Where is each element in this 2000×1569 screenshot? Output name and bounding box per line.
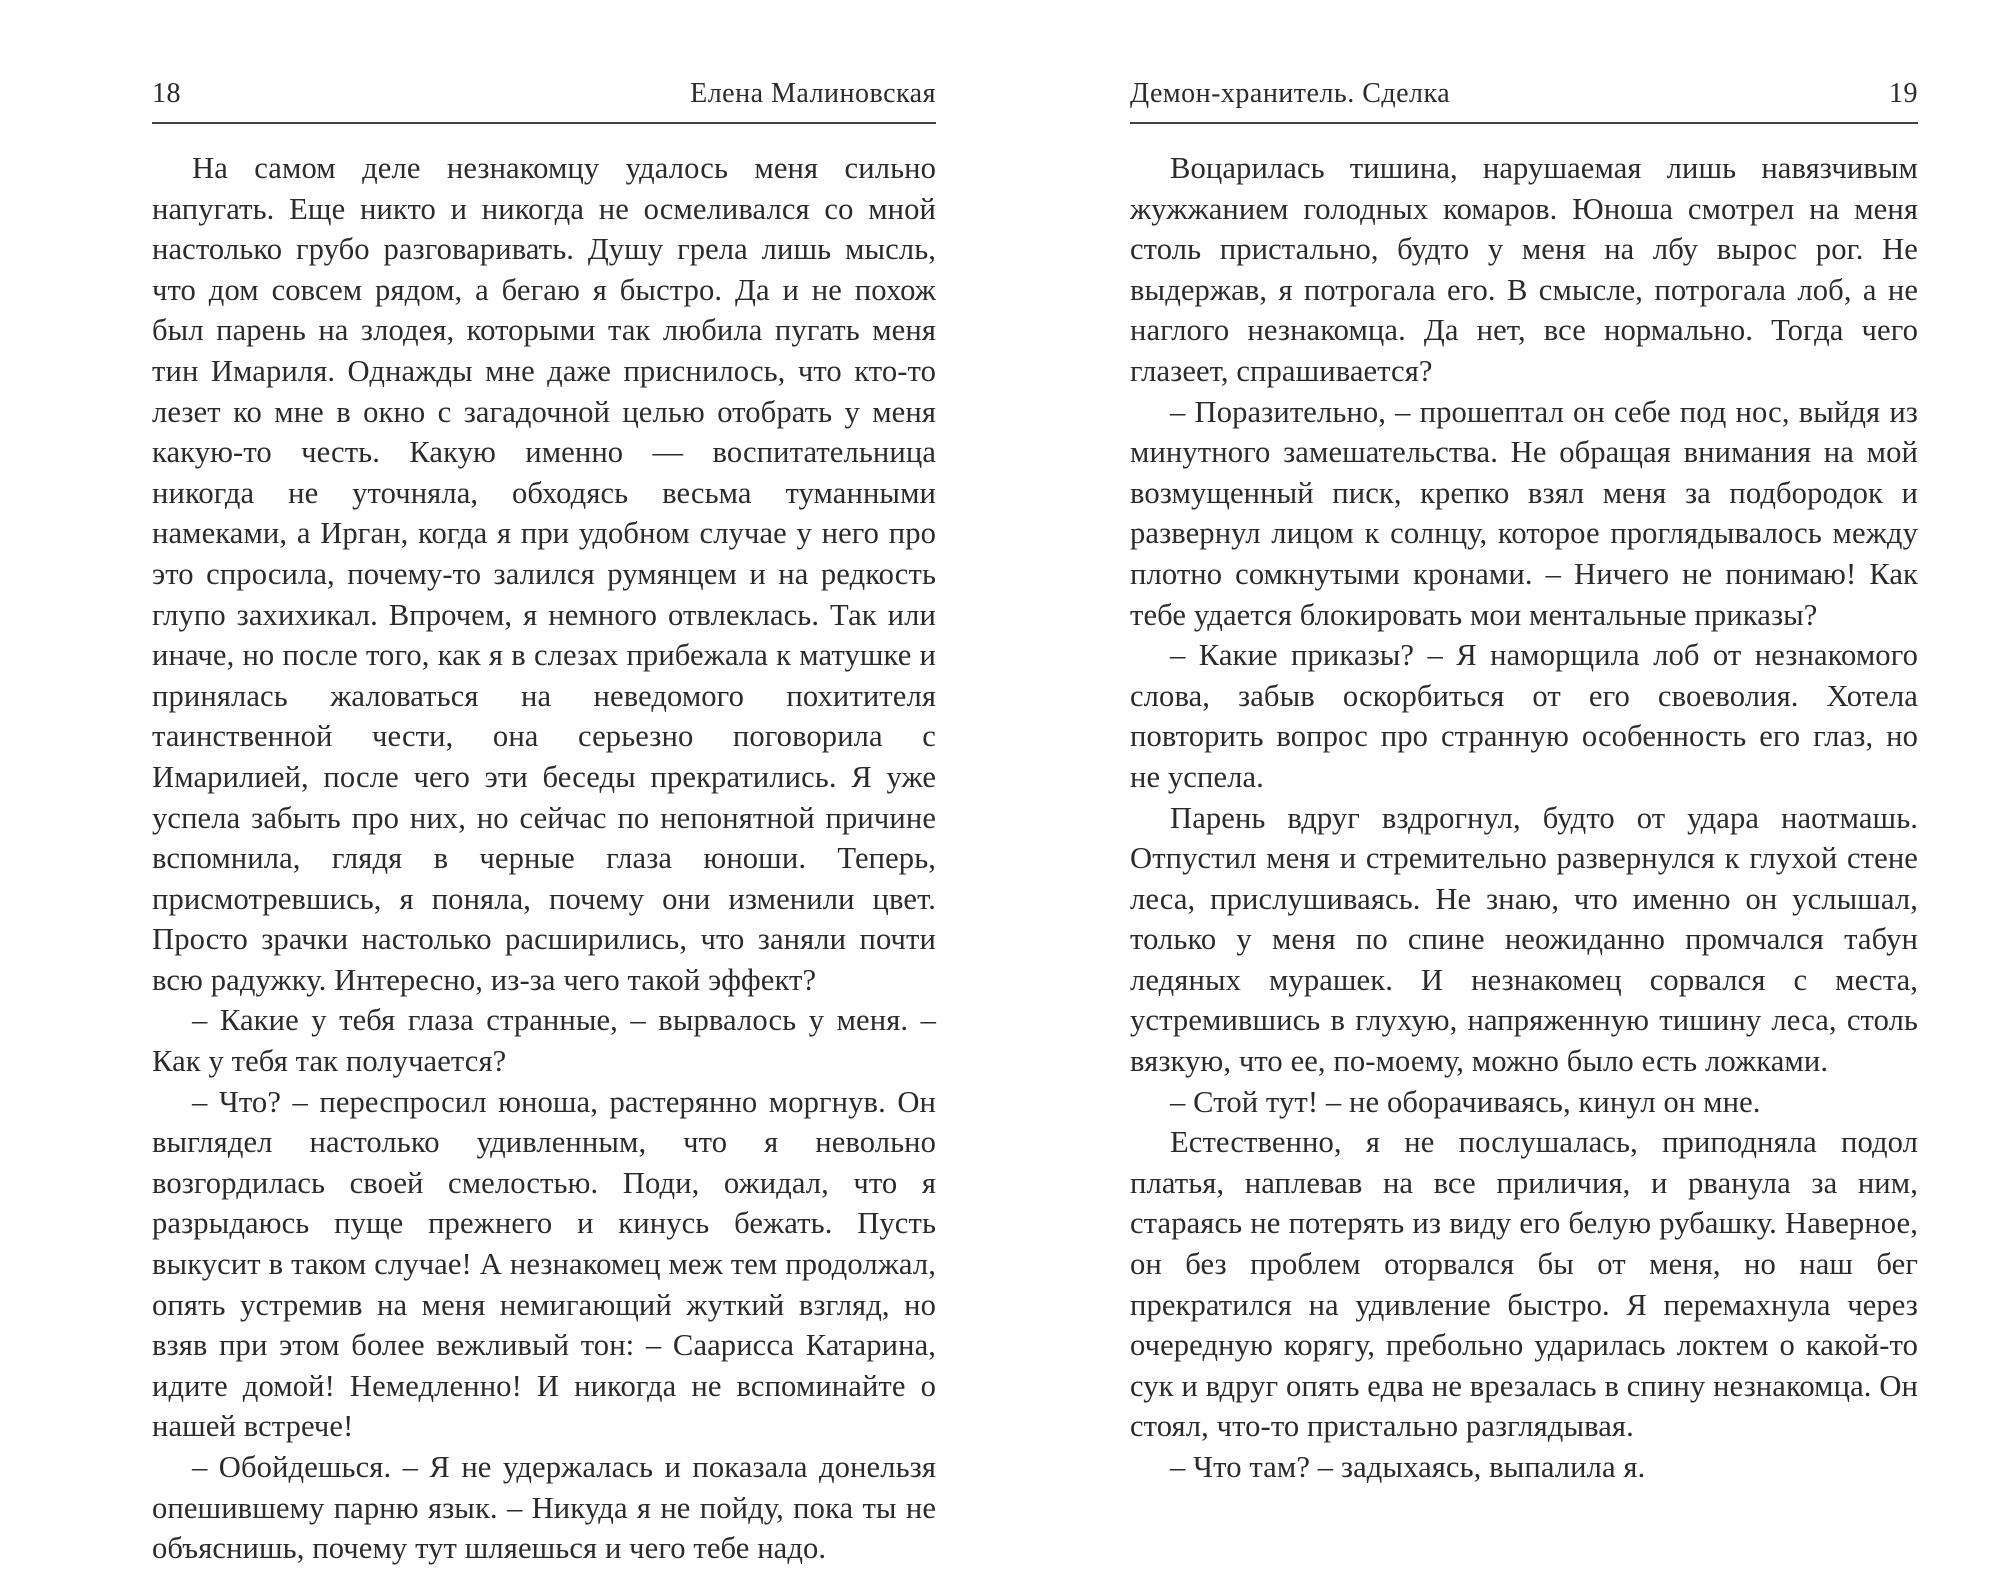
paragraph: – Стой тут! – не оборачиваясь, кинул он мне. [1170,1084,1761,1119]
left-page-number: 18 [152,78,181,109]
left-running-header: Елена Малиновская [690,78,936,109]
right-page-body [1130,148,1918,1488]
paragraph: Естественно, я не послушалась, приподняла подол платья, наплевав на все приличия, и рванула за ним, стараясь не потерять из виду его белую рубашку. Наверное, он без проблем оторвался бы от меня, но наш бег прекратился на удивление быстро. Я перемахнула через очередную корягу, пребольно ударилась локтем о какой-то сук и вдруг опять едва не врезалась в спину незнакомца. Он стоял, что-то пристально разглядывая. [1130,1125,1918,1444]
paragraph: – Что? – переспросил юноша, растерянно моргнув. Он выглядел настолько удивленным, что я невольно возгордилась своей смелостью. Поди, ожидал, что я разрыдаюсь пуще прежнего и кинусь бежать. Пусть выкусит в таком случае! А незнакомец меж тем продолжал, опять устремив на меня немигающий жуткий взгляд, но взяв при этом более вежливый тон: – Саарисса Катарина, идите домой! Немедленно! И никогда не вспоминайте о нашей встрече! [152,1084,936,1444]
paragraph: Парень вдруг вздрогнул, будто от удара наотмашь. Отпустил меня и стремительно развернулся к глухой стене леса, прислушиваясь. Не знаю, что именно он услышал, только у меня по спине неожиданно промчался табун ледяных мурашек. И незнакомец сорвался с места, устремившись в глухую, напряженную тишину леса, столь вязкую, что ее, по-моему, можно было есть ложками. [1130,800,1918,1079]
right-running-header: Демон-хранитель. Сделка [1130,78,1451,109]
paragraph: – Какие приказы? – Я наморщила лоб от незнакомого слова, забыв оскорбиться от его своеволия. Хотела повторить вопрос про странную особенность его глаз, но не успела. [1130,638,1918,794]
paragraph: – Какие у тебя глаза странные, – вырвалось у меня. – Как у тебя так получается? [152,1003,936,1079]
left-page-header [152,74,936,124]
right-page-number: 19 [1889,78,1918,109]
left-page [152,0,936,1566]
right-page-header [1130,74,1918,124]
paragraph: Воцарилась тишина, нарушаемая лишь навязчивым жужжанием голодных комаров. Юноша смотрел на меня столь пристально, будто у меня на лбу вырос рог. Не выдержав, я потрогала его. В смысле, потрогала лоб, а не наглого незнакомца. Да нет, все нормально. Тогда чего глазеет, спрашивается? [1130,151,1918,388]
left-page-body [152,148,936,1569]
paragraph: – Поразительно, – прошептал он себе под нос, выйдя из минутного замешательства. Не обращая внимания на мой возмущенный писк, крепко взял меня за подбородок и развернул лицом к солнцу, которое проглядывалось между плотно сомкнутыми кронами. – Ничего не понимаю! Как тебе удается блокировать мои ментальные приказы? [1130,394,1918,632]
paragraph: – Обойдешься. – Я не удержалась и показала донельзя опешившему парню язык. – Никуда я не пойду, пока ты не объяснишь, почему тут шляешься и чего тебе надо. [152,1450,936,1566]
paragraph: – Что там? – задыхаясь, выпалила я. [1170,1450,1646,1484]
right-page [1130,0,1918,1503]
paragraph: На самом деле незнакомцу удалось меня сильно напугать. Еще никто и никогда не осмеливался со мной настолько грубо разговаривать. Душу грела лишь мысль, что дом совсем рядом, а бегаю я быстро. Да и не похож был парень на злодея, которыми так любила пугать меня тин Имариля. Однажды мне даже приснилось, что кто-то лезет ко мне в окно с загадочной целью отобрать у меня какую-то честь. Какую именно — воспитательница никогда не уточняла, обходясь весьма туманными намеками, а Ирган, когда я при удобном случае у него про это спросила, почему-то залился румянцем и на редкость глупо захихикал. Впрочем, я немного отвлеклась. Так или иначе, но после того, как я в слезах прибежала к матушке и принялась жаловаться на неведомого похитителя таинственной чести, она серьезно поговорила с Имарилией, после чего эти беседы прекратились. Я уже успела забыть про них, но сейчас по непонятной причине вспомнила, глядя в черные глаза юноши. Теперь, присмотревшись, я поняла, почему они изменили цвет. Просто зрачки настолько расширились, что заняли почти всю радужку. Интересно, из-за чего такой эффект? [152,151,936,997]
